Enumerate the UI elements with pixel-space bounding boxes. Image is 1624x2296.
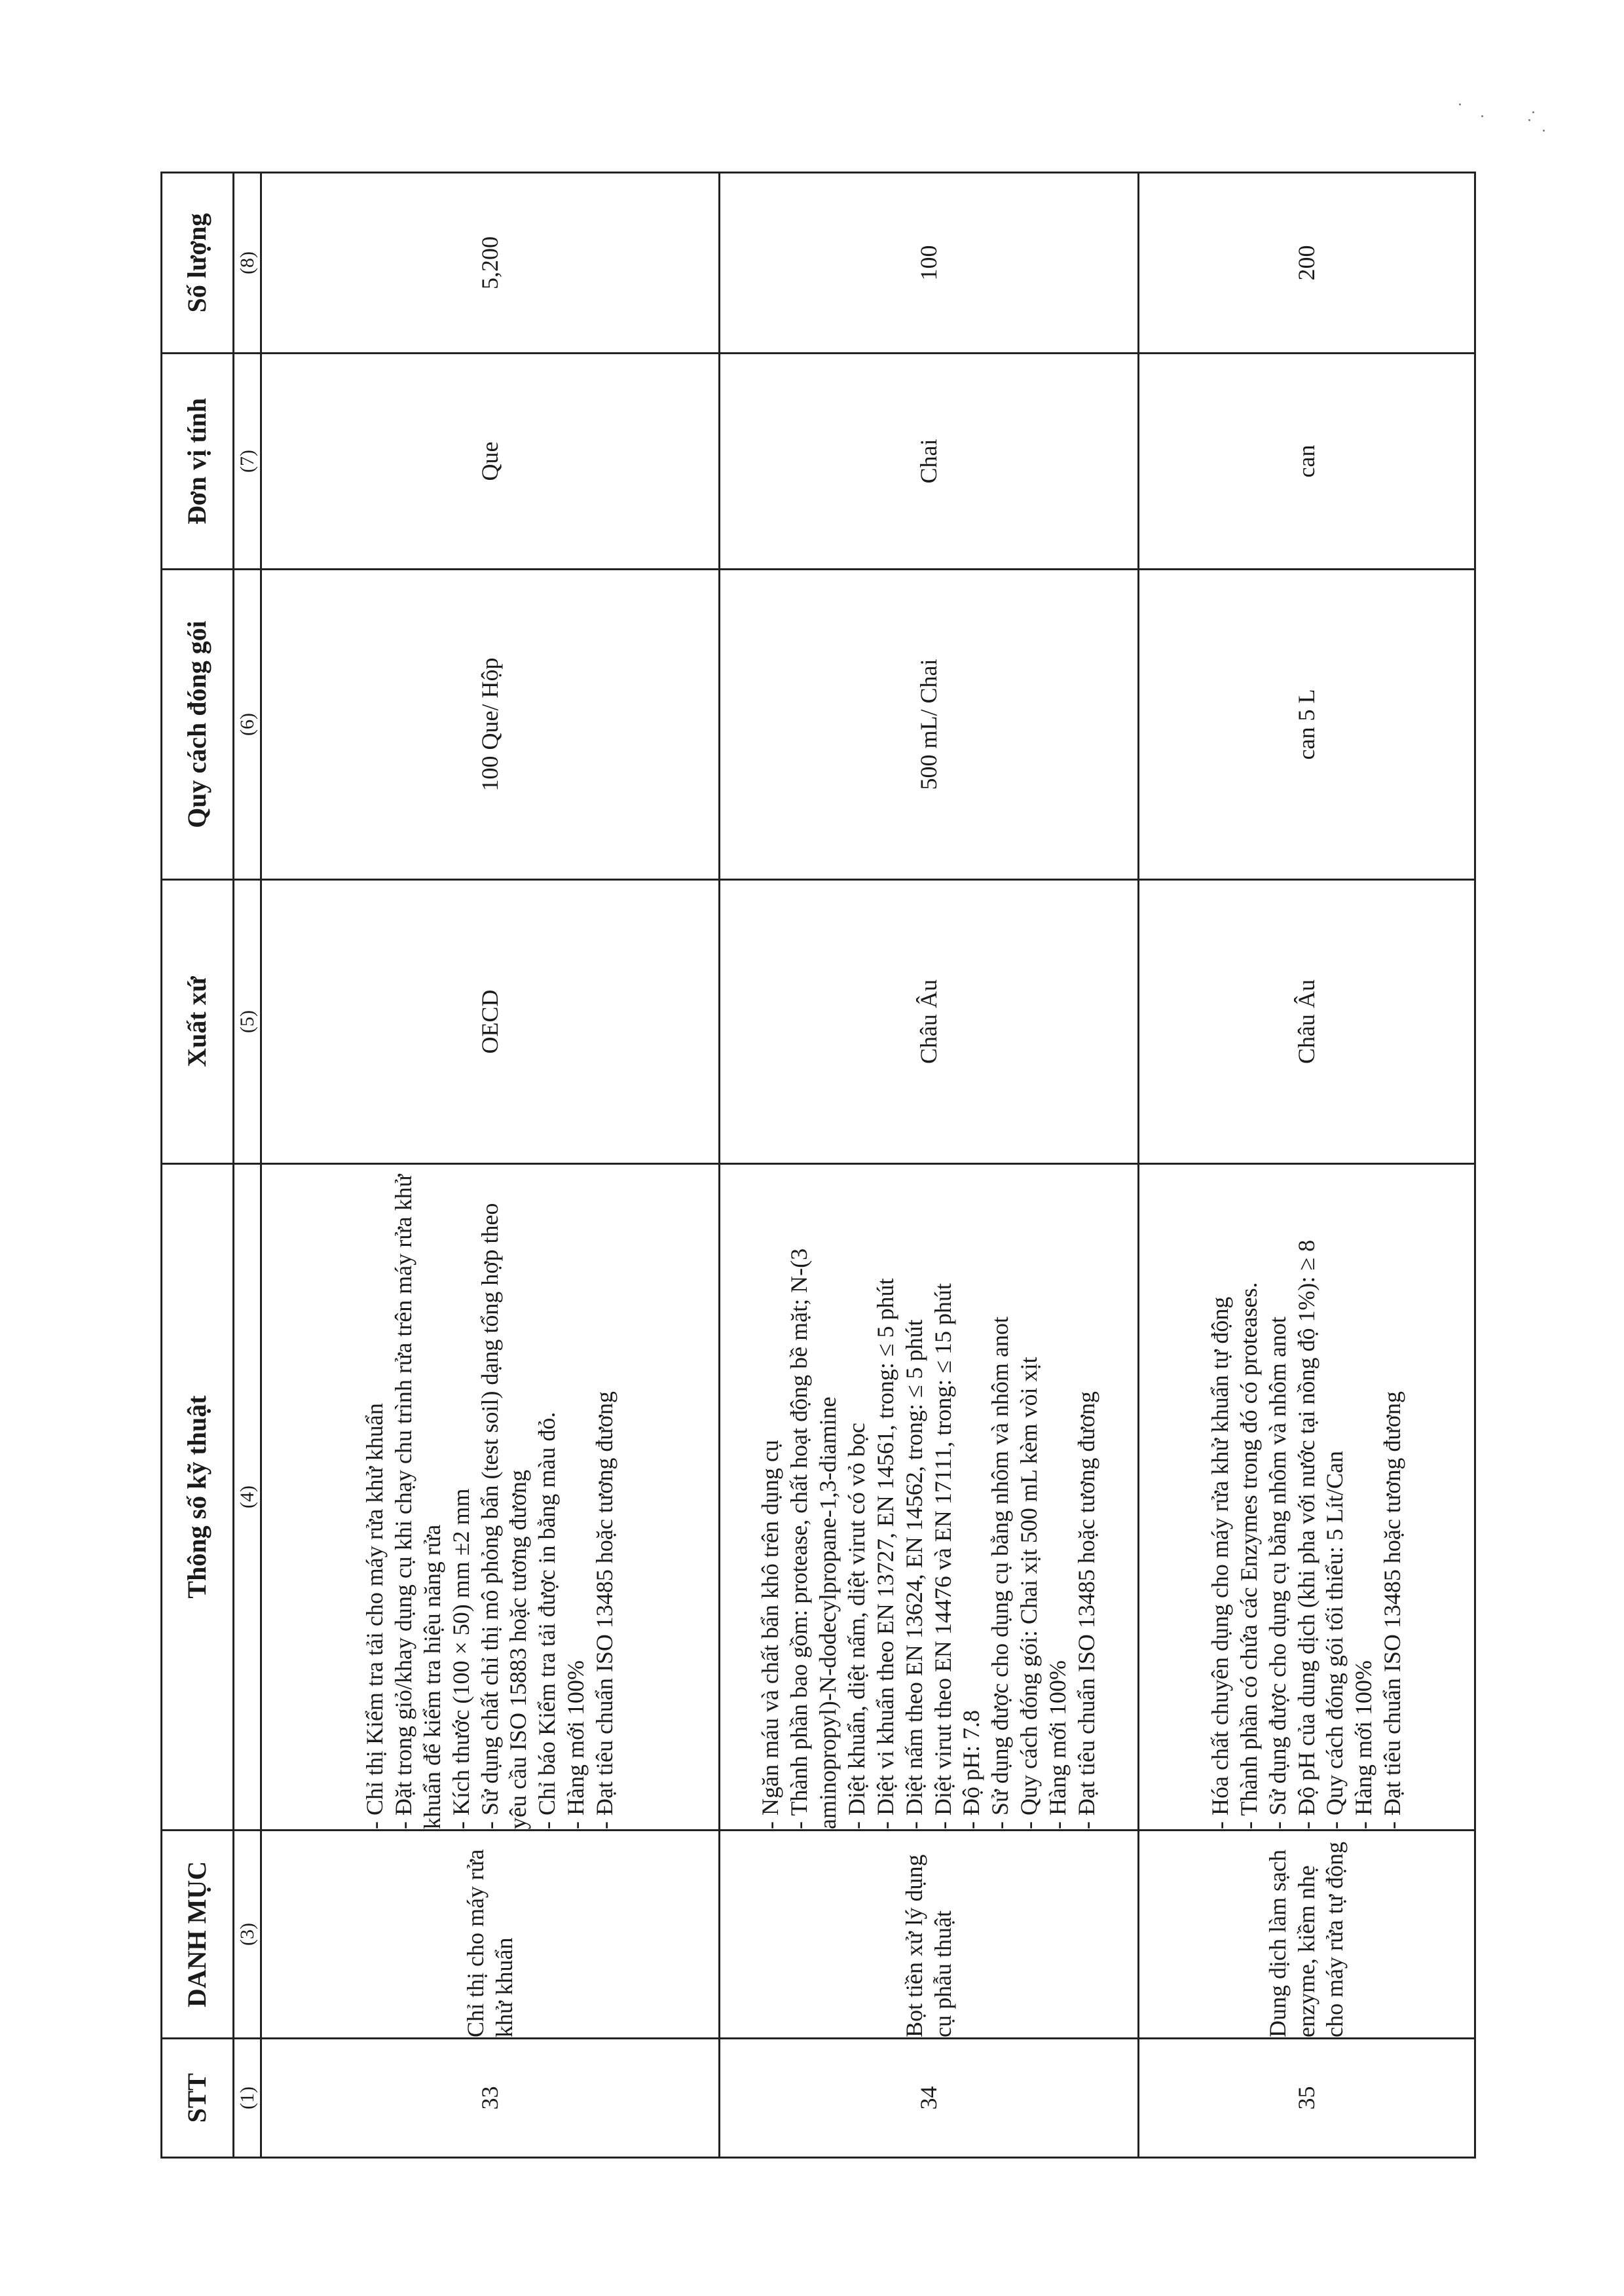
spec-item: - Kích thước (100 × 50) mm ±2 mm — [447, 1488, 474, 1829]
row-origin: OECD — [261, 880, 720, 1164]
row-stt: 35 — [1139, 2039, 1475, 2158]
row-unit: Que — [261, 354, 720, 570]
spec-list — [756, 1165, 1101, 1829]
spec-item: - Diệt virut theo EN 14476 và EN 17111, trong: ≤ 15 phút — [929, 1283, 956, 1829]
equipment-spec-table — [160, 172, 1476, 2159]
index-stt: (1) — [234, 2039, 261, 2158]
spec-item: - Ngăn máu và chất bẩn khô trên dụng cụ — [757, 1440, 784, 1829]
row-quantity: 200 — [1139, 173, 1475, 354]
index-specs: (4) — [234, 1164, 261, 1831]
spec-item: - Hàng mới 100% — [1350, 1660, 1377, 1829]
scan-speck — [1528, 119, 1530, 121]
row-category: Bọt tiền xử lý dụng cụ phẫu thuật — [720, 1831, 1139, 2039]
spec-item: - Diệt khuẩn, diệt nấm, diệt virut có vỏ bọc — [843, 1423, 870, 1829]
scan-speck — [1459, 103, 1461, 105]
column-index-row — [234, 173, 261, 2158]
spec-item: - Quy cách đóng gói: Chai xịt 500 mL kèm vòi xịt — [1016, 1357, 1043, 1829]
spec-item: - Thành phần bao gồm: protease, chất hoạt động bề mặt; N-(3 aminopropyl)-N-dodecylpropane-1,3-diamine — [785, 1248, 841, 1829]
row-category: Chỉ thị cho máy rửa khử khuẩn — [261, 1831, 720, 2039]
header-origin: Xuất xứ — [162, 880, 234, 1164]
row-specs — [261, 1164, 720, 1831]
row-packaging: 500 mL/ Chai — [720, 570, 1139, 880]
spec-item: - Sử dụng được cho dụng cụ bằng nhôm và nhôm anot — [987, 1317, 1014, 1829]
spec-item: - Sử dụng được cho dụng cụ bằng nhôm và nhôm anot — [1264, 1317, 1291, 1829]
rotated-page-content — [160, 173, 1474, 2159]
row-quantity: 5,200 — [261, 173, 720, 354]
spec-item: - Đạt tiêu chuẩn ISO 13485 hoặc tương đương — [1073, 1391, 1100, 1829]
row-stt: 33 — [261, 2039, 720, 2158]
spec-item: - Hàng mới 100% — [1044, 1660, 1071, 1829]
index-packaging: (6) — [234, 570, 261, 880]
table-row — [1139, 173, 1475, 2158]
header-quantity: Số lượng — [162, 173, 234, 354]
spec-item: - Đạt tiêu chuẩn ISO 13485 hoặc tương đương — [1379, 1391, 1406, 1829]
header-stt: STT — [162, 2039, 234, 2158]
row-specs — [1139, 1164, 1475, 1831]
header-specs: Thông số kỹ thuật — [162, 1164, 234, 1831]
header-unit: Đơn vị tính — [162, 354, 234, 570]
spec-item: - Diệt nấm theo EN 13624, EN 14562, trong: ≤ 5 phút — [900, 1319, 927, 1829]
spec-item: - Độ pH của dung dịch (khi pha với nước tại nồng độ 1%): ≥ 8 — [1293, 1239, 1320, 1829]
spec-item: - Hóa chất chuyên dụng cho máy rửa khử khuẩn tự động — [1206, 1296, 1233, 1829]
header-packaging: Quy cách đóng gói — [162, 570, 234, 880]
index-unit: (7) — [234, 354, 261, 570]
spec-item: - Thành phần có chứa các Enzymes trong đó có proteases. — [1235, 1282, 1262, 1829]
scan-speck — [1532, 111, 1534, 113]
index-origin: (5) — [234, 880, 261, 1164]
row-quantity: 100 — [720, 173, 1139, 354]
row-category: Dung dịch làm sạch enzyme, kiềm nhẹ cho máy rửa tự động — [1139, 1831, 1475, 2039]
row-stt: 34 — [720, 2039, 1139, 2158]
spec-item: - Sử dụng chất chỉ thị mô phỏng bẩn (test soil) dạng tổng hợp theo yêu cầu ISO 15883 hoặc tương đương — [476, 1203, 532, 1829]
spec-item: - Quy cách đóng gói tối thiểu: 5 Lít/Can — [1321, 1451, 1348, 1829]
spec-item: - Độ pH: 7.8 — [958, 1710, 985, 1829]
scan-speck — [1481, 115, 1483, 117]
row-origin: Châu Âu — [1139, 880, 1475, 1164]
spec-item: - Chỉ báo Kiểm tra tải được in bằng màu đỏ. — [534, 1412, 561, 1829]
index-quantity: (8) — [234, 173, 261, 354]
spec-item: - Đặt trong giỏ/khay dụng cụ khi chạy chu trình rửa trên máy rửa khử khuẩn để kiểm tra hiệu năng rửa — [390, 1174, 445, 1829]
row-packaging: 100 Que/ Hộp — [261, 570, 720, 880]
table-row — [261, 173, 720, 2158]
table-header-row — [162, 173, 234, 2158]
index-category: (3) — [234, 1831, 261, 2039]
row-origin: Châu Âu — [720, 880, 1139, 1164]
row-packaging: can 5 L — [1139, 570, 1475, 880]
spec-list — [1206, 1165, 1407, 1829]
row-specs — [720, 1164, 1139, 1831]
spec-item: - Đạt tiêu chuẩn ISO 13485 hoặc tương đương — [591, 1391, 618, 1829]
row-unit: can — [1139, 354, 1475, 570]
spec-list — [361, 1165, 619, 1829]
table-row — [720, 173, 1139, 2158]
spec-item: - Chỉ thị Kiểm tra tải cho máy rửa khử khuẩn — [361, 1403, 388, 1829]
spec-item: - Diệt vi khuẩn theo EN 13727, EN 14561, trong: ≤ 5 phút — [872, 1278, 898, 1829]
scan-speck — [1543, 130, 1545, 132]
header-category: DANH MỤC — [162, 1831, 234, 2039]
spec-item: - Hàng mới 100% — [563, 1660, 589, 1829]
row-unit: Chai — [720, 354, 1139, 570]
